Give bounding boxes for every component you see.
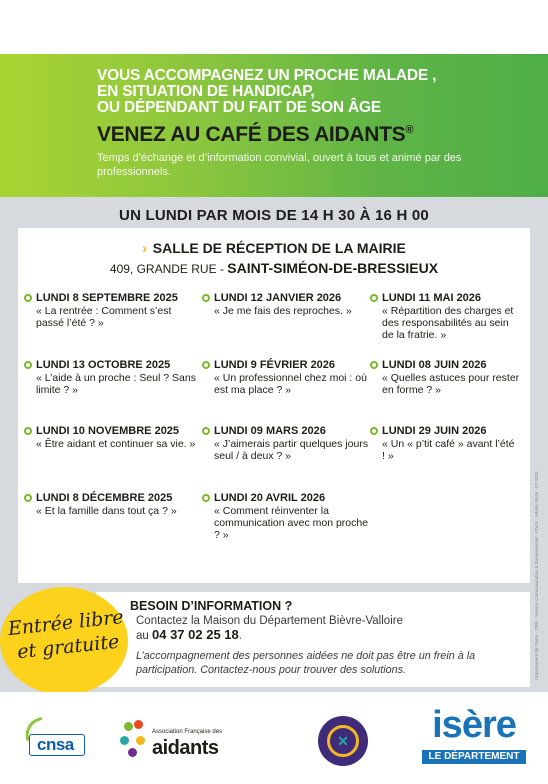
date-label: LUNDI 20 AVRIL 2026 (202, 492, 374, 504)
date-label: LUNDI 08 JUIN 2026 (370, 359, 520, 371)
header-banner (0, 54, 548, 197)
isere-logo: isère LE DÉPARTEMENT (420, 708, 528, 768)
banner-line-3: OU DÉPENDANT DU FAIT DE SON ÂGE (97, 99, 382, 116)
date-entry (202, 359, 374, 396)
person-icon (136, 736, 145, 745)
date-entry (202, 425, 374, 462)
venue-city: SAINT-SIMÉON-DE-BRESSIEUX (227, 260, 439, 276)
footer-logos (0, 692, 548, 784)
photo-credit: Département de l’Isère - DRE - Service Communication & Événementiel - Photo : Adobe Stock - 07-2024 (534, 471, 539, 680)
banner-line-1: VOUS ACCOMPAGNEZ UN PROCHE MALADE , (97, 67, 437, 84)
venue-title: › SALLE DE RÉCEPTION DE LA MAIRIE (142, 240, 406, 256)
circle-bullet-icon (202, 494, 210, 502)
info-contact: Contactez la Maison du Département Bièvre-Valloire au 04 37 02 25 18. (136, 615, 403, 642)
circle-bullet-icon (202, 294, 210, 302)
venue-address: 409, GRANDE RUE - SAINT-SIMÉON-DE-BRESSIEUX (109, 260, 439, 276)
info-box (96, 592, 530, 687)
banner-text (97, 68, 537, 179)
registered-mark: ® (405, 124, 414, 136)
date-topic: « Je me fais des reproches. » (214, 305, 352, 317)
aidants-logo: Association Française des aidants (118, 720, 228, 768)
date-topic: « L’aide à un proche : Seul ? Sans limite ? » (36, 372, 196, 396)
date-topic: « Être aidant et continuer sa vie. » (36, 438, 196, 450)
circle-bullet-icon (24, 427, 32, 435)
circle-bullet-icon (24, 494, 32, 502)
date-topic: « Un « p’tit café » avant l’été ! » (382, 438, 515, 462)
date-entry (370, 292, 520, 341)
phone-number[interactable]: 04 37 02 25 18 (152, 627, 239, 642)
circle-bullet-icon (24, 361, 32, 369)
date-entry (370, 359, 520, 396)
badge-text: Entrée libre et gratuite (6, 606, 125, 664)
date-topic: « J’aimerais partir quelques jours seul / à deux ? » (214, 438, 369, 462)
circle-bullet-icon (370, 427, 378, 435)
cnsa-logo: cnsa (23, 720, 87, 758)
date-label: LUNDI 11 MAI 2026 (370, 292, 520, 304)
partner-seal-logo (318, 716, 368, 766)
date-entry (202, 492, 374, 541)
date-topic: « Quelles astuces pour rester en forme ? » (382, 372, 520, 396)
date-label: LUNDI 8 DÉCEMBRE 2025 (24, 492, 196, 504)
date-entry (24, 359, 196, 396)
info-title: BESOIN D’INFORMATION ? (130, 599, 293, 613)
circle-bullet-icon (370, 361, 378, 369)
date-topic: « Comment réinventer la communication avec mon proche ? » (214, 505, 369, 541)
date-entry (370, 425, 520, 462)
date-label: LUNDI 10 NOVEMBRE 2025 (24, 425, 196, 437)
date-topic: « Répartition des charges et des responsabilités au sein de la fratrie. » (382, 305, 514, 341)
circle-bullet-icon (202, 427, 210, 435)
date-label: LUNDI 13 OCTOBRE 2025 (24, 359, 196, 371)
cross-icon: ✕ (337, 733, 349, 749)
date-topic: « Un professionnel chez moi : où est ma place ? » (214, 372, 367, 396)
person-icon (120, 736, 129, 745)
date-entry (202, 292, 374, 317)
info-note: L’accompagnement des personnes aidées ne doit pas être un frein à la participation. Contactez-nous pour trouver des solutions. (136, 650, 476, 676)
free-entry-badge (0, 587, 128, 695)
circle-bullet-icon (370, 294, 378, 302)
top-margin (0, 0, 548, 54)
date-label: LUNDI 09 MARS 2026 (202, 425, 374, 437)
circle-bullet-icon (24, 294, 32, 302)
circle-bullet-icon (202, 361, 210, 369)
date-label: LUNDI 12 JANVIER 2026 (202, 292, 374, 304)
date-topic: « Et la famille dans tout ça ? » (36, 505, 177, 517)
date-entry (24, 292, 196, 329)
date-entry (24, 492, 196, 517)
person-icon (124, 722, 133, 731)
person-icon (134, 720, 143, 729)
chevron-right-icon: › (142, 240, 147, 256)
schedule-heading: UN LUNDI PAR MOIS DE 14 H 30 À 16 H 00 (119, 207, 429, 224)
date-label: LUNDI 9 FÉVRIER 2026 (202, 359, 374, 371)
schedule-card (18, 228, 530, 583)
person-icon (128, 748, 137, 757)
date-label: LUNDI 8 SEPTEMBRE 2025 (24, 292, 196, 304)
date-label: LUNDI 29 JUIN 2026 (370, 425, 520, 437)
banner-line-2: EN SITUATION DE HANDICAP, (97, 83, 315, 100)
banner-subtitle: Temps d’échange et d’information convivial, ouvert à tous et animé par des professionnels. (97, 152, 462, 178)
date-entry (24, 425, 196, 450)
date-topic: « La rentrée : Comment s’est passé l’été ? » (36, 305, 172, 329)
banner-title: VENEZ AU CAFÉ DES AIDANTS® (97, 123, 414, 146)
